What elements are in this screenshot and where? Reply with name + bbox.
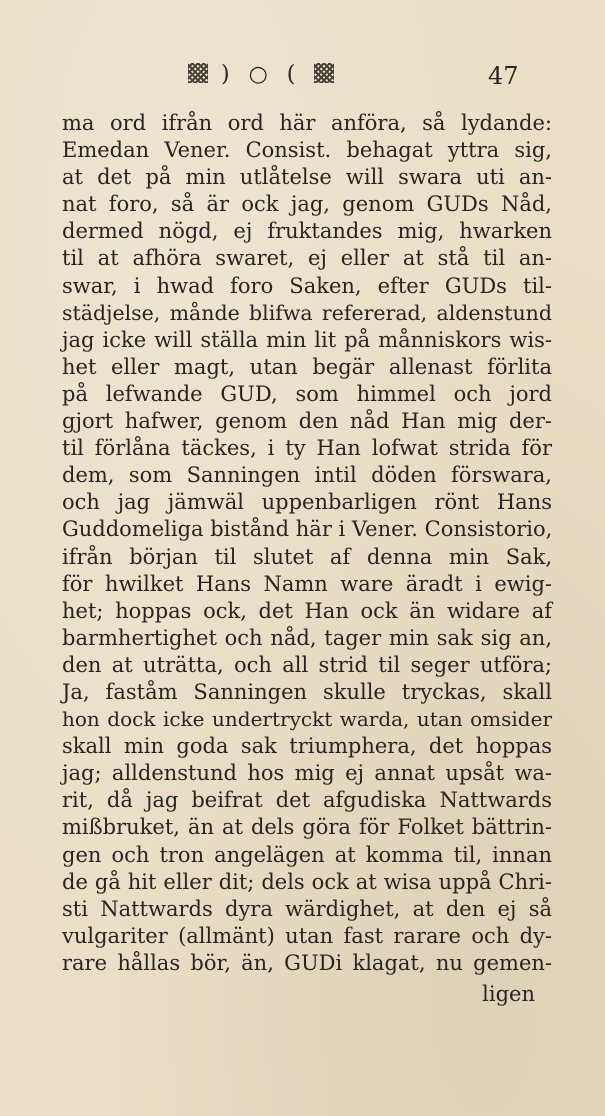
ornament-block-left	[188, 63, 208, 83]
text-line: städjelse, månde blifwa refererad, aldenstund	[62, 300, 552, 325]
text-line: het eller magt, utan begär allenast förlita	[62, 354, 552, 379]
text-line: rare hållas bör, än, GUDi klagat, nu gemen-	[62, 950, 552, 975]
body-text	[62, 110, 552, 977]
text-line: de gå hit eller dit; dels ock at wisa uppå Chri-	[62, 869, 552, 894]
text-line: ifrån början til slutet af denna min Sak,	[62, 544, 552, 569]
text-line: til at afhöra swaret, ej eller at stå til an-	[62, 246, 552, 271]
text-line: nat foro, så är ock jag, genom GUDs Nåd,	[62, 192, 552, 217]
text-line: dermed nögd, ej fruktandes mig, hwarken	[62, 219, 552, 244]
ornament-paren-left: )	[221, 62, 236, 87]
text-line: Ja, faståm Sanningen skulle tryckas, skall	[62, 679, 552, 704]
text-line: het; hoppas ock, det Han ock än widare af	[62, 598, 552, 623]
text-line: rit, då jag beifrat det afgudiska Nattwards	[62, 788, 552, 813]
text-line: til förlåna täckes, i ty Han lofwat strida för	[62, 436, 552, 461]
text-line: sti Nattwards dyra wärdighet, at den ej så	[62, 896, 552, 921]
text-line: vulgariter (allmänt) utan fast rarare och dy-	[62, 923, 552, 948]
page-number: 47	[488, 62, 519, 90]
ornament-block-right	[314, 63, 334, 83]
text-line: hon dock icke undertryckt warda, utan omsider	[62, 707, 552, 732]
text-line: Guddomeliga bistånd här i Vener. Consistorio,	[62, 517, 553, 542]
ornament-paren-right: (	[286, 62, 302, 87]
header-ornament	[188, 62, 388, 92]
text-line: Emedan Vener. Consist. behagat yttra sig,	[62, 138, 552, 163]
text-line: jag icke will ställa min lit på månniskors wis-	[62, 327, 552, 352]
text-line: dem, som Sanningen intil döden förswara,	[62, 463, 552, 488]
text-line: ma ord ifrån ord här anföra, så lydande:	[62, 111, 552, 135]
text-line: skall min goda sak triumphera, det hoppas	[62, 734, 552, 759]
catchword: ligen	[482, 982, 535, 1006]
text-line: på lefwande GUD, som himmel och jord	[62, 381, 552, 406]
text-line: swar, i hwad foro Saken, efter GUDs til-	[62, 273, 552, 298]
text-line: jag; alldenstund hos mig ej annat upsåt wa-	[62, 761, 552, 786]
text-line: gjort hafwer, genom den nåd Han mig der-	[62, 409, 552, 434]
text-line: mißbruket, än at dels göra för Folket bättrin-	[62, 815, 552, 840]
text-line: barmhertighet och nåd, tager min sak sig an,	[62, 625, 552, 650]
text-line: gen och tron angelägen at komma til, innan	[62, 842, 552, 867]
text-line: den at uträtta, och all strid til seger utföra;	[62, 652, 552, 677]
ornament-center: ○	[248, 62, 274, 87]
text-line: och jag jämwäl uppenbarligen rönt Hans	[62, 490, 552, 515]
text-line: at det på min utlåtelse will swara uti an-	[62, 165, 552, 190]
text-line: för hwilket Hans Namn ware äradt i ewig-	[62, 571, 552, 596]
